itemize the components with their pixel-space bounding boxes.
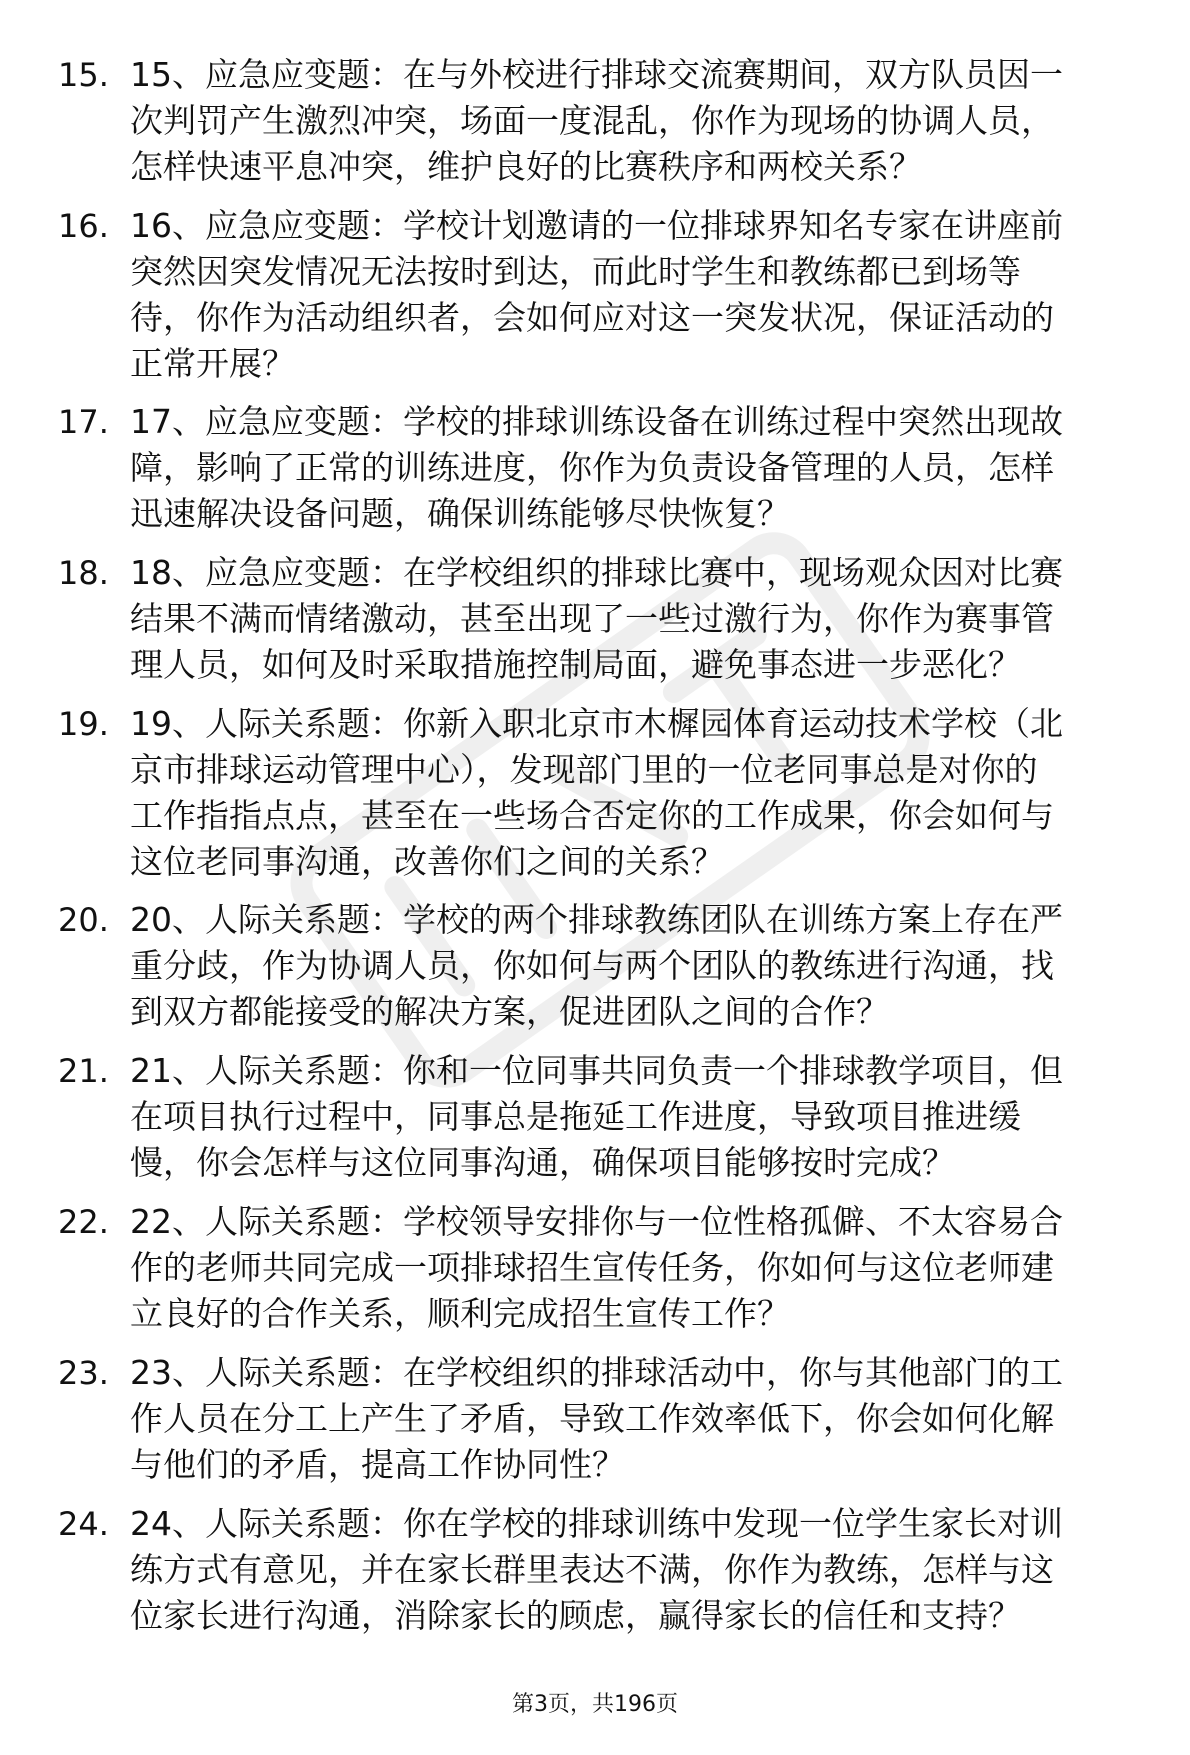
question-line: 结果不满而情绪激动，甚至出现了一些过激行为，你作为赛事管: [130, 599, 1054, 638]
question-line: 这位老同事沟通，改善你们之间的关系？: [130, 842, 724, 881]
question-number: 17.: [58, 403, 109, 441]
question-line: 正常开展？: [130, 344, 295, 383]
question-number: 19.: [58, 705, 109, 743]
question-line: 位家长进行沟通，消除家长的顾虑，赢得家长的信任和支持？: [130, 1596, 1021, 1635]
question-line: 练方式有意见，并在家长群里表达不满，你作为教练，怎样与这: [130, 1550, 1054, 1589]
question-line: 障，影响了正常的训练进度，你作为负责设备管理的人员，怎样: [130, 448, 1054, 487]
question-line: 20、人际关系题：学校的两个排球教练团队在训练方案上存在严: [130, 900, 1063, 939]
question-line: 工作指指点点，甚至在一些场合否定你的工作成果，你会如何与: [130, 796, 1054, 835]
question-line: 作人员在分工上产生了矛盾，导致工作效率低下，你会如何化解: [130, 1399, 1054, 1438]
question-line: 到双方都能接受的解决方案，促进团队之间的合作？: [130, 992, 889, 1031]
question-line: 24、人际关系题：你在学校的排球训练中发现一位学生家长对训: [130, 1504, 1063, 1543]
question-line: 22、人际关系题：学校领导安排你与一位性格孤僻、不太容易合: [130, 1202, 1063, 1241]
question-text: [130, 550, 1160, 688]
question-number: 18.: [58, 554, 109, 592]
question-text: [130, 897, 1160, 1035]
question-line: 19、人际关系题：你新入职北京市木樨园体育运动技术学校（北: [130, 704, 1063, 743]
question-line: 立良好的合作关系，顺利完成招生宣传工作？: [130, 1294, 790, 1333]
question-text: [130, 701, 1160, 885]
question-text: [130, 52, 1160, 190]
question-line: 与他们的矛盾，提高工作协同性？: [130, 1445, 625, 1484]
question-number: 16.: [58, 207, 109, 245]
question-number: 15.: [58, 56, 109, 94]
question-number: 22.: [58, 1203, 109, 1241]
question-text: [130, 203, 1160, 387]
question-line: 京市排球运动管理中心），发现部门里的一位老同事总是对你的: [130, 750, 1038, 789]
question-text: [130, 1199, 1160, 1337]
question-number: 21.: [58, 1052, 109, 1090]
question-line: 待，你作为活动组织者，会如何应对这一突发状况，保证活动的: [130, 298, 1054, 337]
question-text: [130, 1501, 1160, 1639]
question-number: 20.: [58, 901, 109, 939]
question-line: 23、人际关系题：在学校组织的排球活动中，你与其他部门的工: [130, 1353, 1063, 1392]
question-line: 在项目执行过程中，同事总是拖延工作进度，导致项目推进缓: [130, 1097, 1021, 1136]
question-line: 21、人际关系题：你和一位同事共同负责一个排球教学项目，但: [130, 1051, 1063, 1090]
question-line: 作的老师共同完成一项排球招生宣传任务，你如何与这位老师建: [130, 1248, 1054, 1287]
question-text: [130, 1350, 1160, 1488]
question-number: 24.: [58, 1505, 109, 1543]
question-line: 慢，你会怎样与这位同事沟通，确保项目能够按时完成？: [130, 1143, 955, 1182]
question-line: 16、应急应变题：学校计划邀请的一位排球界知名专家在讲座前: [130, 206, 1063, 245]
question-line: 迅速解决设备问题，确保训练能够尽快恢复？: [130, 494, 790, 533]
page-footer: 第3页，共196页: [512, 1692, 678, 1717]
question-line: 重分歧，作为协调人员，你如何与两个团队的教练进行沟通，找: [130, 946, 1054, 985]
question-text: [130, 1048, 1160, 1186]
question-line: 18、应急应变题：在学校组织的排球比赛中，现场观众因对比赛: [130, 553, 1063, 592]
question-number: 23.: [58, 1354, 109, 1392]
question-line: 15、应急应变题：在与外校进行排球交流赛期间，双方队员因一: [130, 55, 1063, 94]
question-line: 理人员，如何及时采取措施控制局面，避免事态进一步恶化？: [130, 645, 1021, 684]
question-line: 次判罚产生激烈冲突，场面一度混乱，你作为现场的协调人员，: [130, 101, 1054, 140]
question-text: [130, 399, 1160, 537]
question-line: 突然因突发情况无法按时到达，而此时学生和教练都已到场等: [130, 252, 1021, 291]
question-line: 怎样快速平息冲突，维护良好的比赛秩序和两校关系？: [130, 147, 922, 186]
question-line: 17、应急应变题：学校的排球训练设备在训练过程中突然出现故: [130, 402, 1063, 441]
